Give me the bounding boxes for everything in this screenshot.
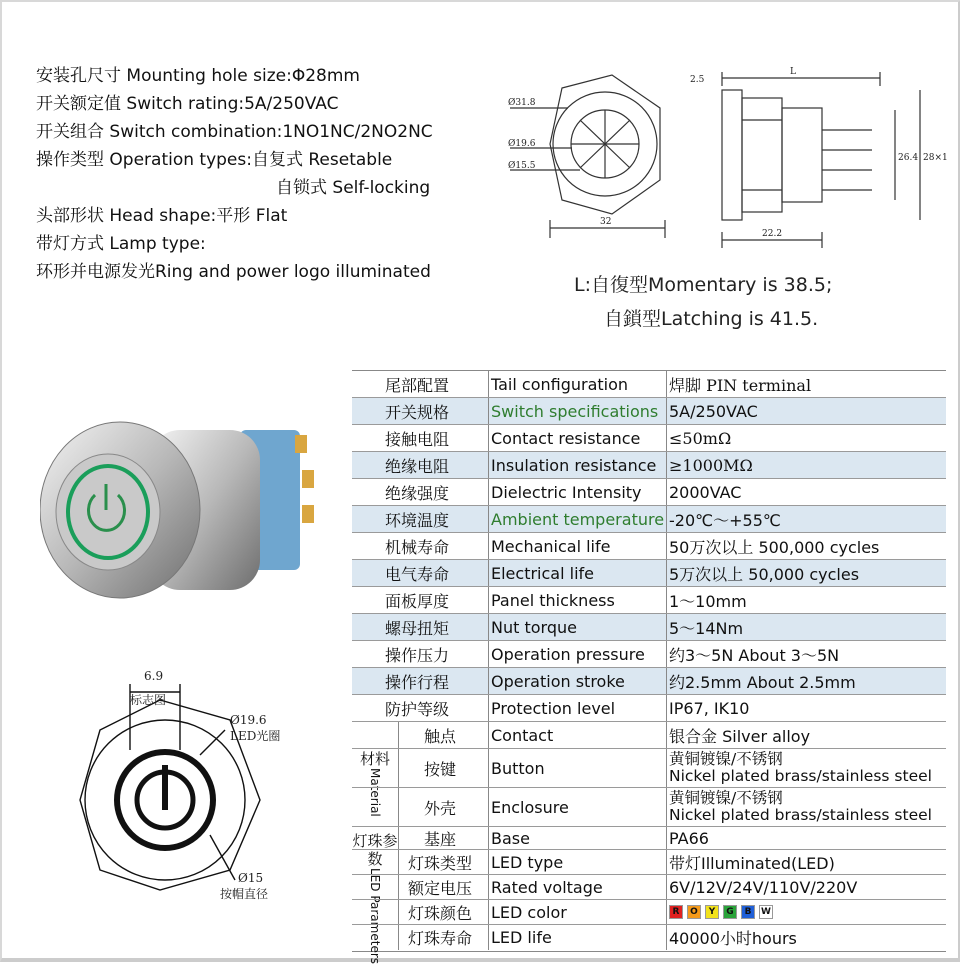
table-row: [352, 614, 946, 641]
row-value: 50万次以上 500,000 cycles: [666, 533, 949, 559]
length-note-latching: 自鎖型Latching is 41.5.: [604, 308, 819, 330]
front-detail-drawing: [60, 660, 320, 920]
row-label-en: Contact resistance: [488, 425, 667, 451]
row-label-cn: 机械寿命: [384, 537, 449, 557]
detail-logo-label: 标志图: [130, 693, 167, 707]
pin-terminal: [302, 505, 314, 523]
led-color-swatch: Y: [705, 905, 719, 919]
row-label-cn: 环境温度: [384, 510, 449, 530]
row-value: 银合金 Silver alloy: [666, 722, 949, 748]
led-color-swatch: G: [723, 905, 737, 919]
row-label-cn: 额定电压: [407, 878, 472, 898]
row-value: 1～10mm: [666, 587, 949, 613]
dim-bottom: 22.2: [762, 229, 783, 239]
row-label-cn: 电气寿命: [384, 564, 449, 584]
led-color-swatch: B: [741, 905, 755, 919]
spec-lamp-illumination: 环形并电源发光Ring and power logo illuminated: [36, 262, 431, 282]
detail-cap-label: 按帽直径: [220, 887, 269, 901]
spec-switch-rating: 开关额定值 Switch rating:5A/250VAC: [36, 94, 339, 114]
row-value: 40000小时hours: [666, 925, 949, 950]
row-label-en: Nut torque: [488, 614, 667, 640]
row-value: IP67, IK10: [666, 695, 949, 721]
detail-width: 6.9: [144, 669, 164, 683]
dim-d3: Ø15.5: [508, 161, 536, 171]
row-value: 5万次以上 50,000 cycles: [666, 560, 949, 586]
row-label-en: Electrical life: [488, 560, 667, 586]
row-label-cn: 尾部配置: [384, 375, 449, 395]
pin-terminal: [302, 470, 314, 488]
table-row: [352, 425, 946, 452]
row-label-en: Base: [488, 827, 667, 849]
row-label-en: Ambient temperature: [488, 506, 667, 532]
dim-height1: 26.4: [898, 153, 919, 163]
table-row: [352, 452, 946, 479]
row-label-en: Protection level: [488, 695, 667, 721]
dim-length: L: [790, 67, 796, 77]
row-label-cn: 开关规格: [384, 402, 449, 422]
spec-list: [36, 62, 496, 286]
dim-d1: Ø31.8: [508, 98, 536, 108]
detail-ring-label: LED光圈: [230, 729, 281, 743]
led-color-swatches: [669, 905, 773, 919]
row-label-en: Tail configuration: [488, 371, 667, 397]
table-row: [352, 788, 946, 827]
row-label-en: LED life: [488, 925, 667, 950]
spec-mounting-hole: 安装孔尺寸 Mounting hole size:Φ28mm: [36, 66, 360, 86]
row-label-cn: 防护等级: [384, 699, 449, 719]
length-note-momentary: L:自復型Momentary is 38.5;: [574, 274, 833, 296]
row-label-cn: 绝缘强度: [384, 483, 449, 503]
row-label-cn: 按键: [423, 759, 456, 779]
row-label-en: Dielectric Intensity: [488, 479, 667, 505]
table-row: [352, 560, 946, 587]
row-label-cn: 灯珠类型: [407, 853, 472, 873]
row-value: [666, 749, 949, 787]
row-label-en: Mechanical life: [488, 533, 667, 559]
row-label-en: Rated voltage: [488, 875, 667, 899]
row-value: 约3～5N About 3～5N: [666, 641, 949, 667]
spec-table: [352, 370, 946, 965]
row-value: ≥1000MΩ: [666, 452, 949, 478]
led-group-cn: 灯珠参数: [352, 832, 398, 868]
row-label-cn: 操作压力: [384, 645, 449, 665]
row-label-cn: 操作行程: [384, 672, 449, 692]
material-group-en: Material: [367, 768, 382, 817]
material-group-cn: 材料: [359, 750, 390, 769]
row-value: 5～14Nm: [666, 614, 949, 640]
row-label-en: Operation stroke: [488, 668, 667, 694]
row-value: ≤50mΩ: [666, 425, 949, 451]
row-label-cn: 螺母扭矩: [384, 618, 449, 638]
led-color-swatch: W: [759, 905, 773, 919]
spec-self-locking: 自锁式 Self-locking: [276, 178, 431, 198]
led-color-swatch: R: [669, 905, 683, 919]
spec-operation-types: 操作类型 Operation types:自复式 Resetable: [36, 150, 393, 170]
row-value: 约2.5mm About 2.5mm: [666, 668, 949, 694]
row-label-cn: 接触电阻: [384, 429, 449, 449]
spec-lamp-type: 带灯方式 Lamp type:: [36, 234, 206, 254]
dim-d2: Ø19.6: [508, 139, 536, 149]
row-label-cn: 灯珠寿命: [407, 929, 472, 948]
table-row: [352, 925, 946, 950]
row-value: [666, 900, 949, 924]
row-value-cn: 黄铜镀镍/不锈钢: [669, 789, 783, 807]
table-row: [352, 875, 946, 900]
table-row: [352, 641, 946, 668]
table-row: [352, 850, 946, 875]
row-label-en: LED type: [488, 850, 667, 874]
table-row: [352, 749, 946, 788]
pin-terminal: [295, 435, 307, 453]
detail-cap-diameter: Ø15: [238, 871, 264, 885]
row-label-cn: 外壳: [423, 798, 456, 818]
table-row: [352, 506, 946, 533]
dimension-drawing: [500, 60, 950, 260]
row-value: 5A/250VAC: [666, 398, 949, 424]
led-group-en: LED Parameters: [368, 868, 382, 965]
product-photo: [40, 400, 340, 630]
table-row: [352, 722, 946, 749]
row-value-en: Nickel plated brass/stainless steel: [669, 806, 932, 824]
spec-head-shape: 头部形状 Head shape:平形 Flat: [36, 206, 288, 226]
row-label-cn: 灯珠颜色: [407, 903, 472, 923]
row-label-en: LED color: [488, 900, 667, 924]
table-row: [352, 900, 946, 925]
row-label-cn: 面板厚度: [384, 591, 449, 611]
row-value: 焊脚 PIN terminal: [666, 371, 949, 397]
table-row: [352, 479, 946, 506]
row-label-en: Contact: [488, 722, 667, 748]
row-label-en: Operation pressure: [488, 641, 667, 667]
table-row: [352, 827, 946, 850]
table-row: [352, 695, 946, 722]
length-note: [560, 268, 920, 336]
table-row: [352, 371, 946, 398]
row-value: 6V/12V/24V/110V/220V: [666, 875, 949, 899]
row-label-cn: 触点: [423, 726, 456, 746]
row-value: [666, 788, 949, 826]
row-label-en: Switch specifications: [488, 398, 667, 424]
table-row: [352, 398, 946, 425]
row-label-en: Enclosure: [488, 788, 667, 826]
row-value: PA66: [666, 827, 949, 849]
led-color-swatch: O: [687, 905, 701, 919]
row-label-cn: 基座: [423, 829, 456, 849]
row-value: -20℃～+55℃: [666, 506, 949, 532]
table-row: [352, 587, 946, 614]
row-value-cn: 黄铜镀镍/不锈钢: [669, 750, 783, 768]
row-value: 带灯Illuminated(LED): [666, 850, 949, 874]
spec-switch-combination: 开关组合 Switch combination:1NO1NC/2NO2NC: [36, 122, 433, 142]
dim-top1: 2.5: [690, 75, 705, 85]
dim-width: 32: [600, 217, 612, 227]
row-value-en: Nickel plated brass/stainless steel: [669, 767, 932, 785]
row-label-en: Panel thickness: [488, 587, 667, 613]
dim-height2: 28×1: [923, 153, 948, 163]
row-value: 2000VAC: [666, 479, 949, 505]
table-row: [352, 533, 946, 560]
switch-face: [56, 454, 160, 570]
detail-ring-diameter: Ø19.6: [230, 713, 267, 727]
row-label-en: Button: [488, 749, 667, 787]
row-label-en: Insulation resistance: [488, 452, 667, 478]
row-label-cn: 绝缘电阻: [384, 456, 449, 476]
table-row: [352, 668, 946, 695]
